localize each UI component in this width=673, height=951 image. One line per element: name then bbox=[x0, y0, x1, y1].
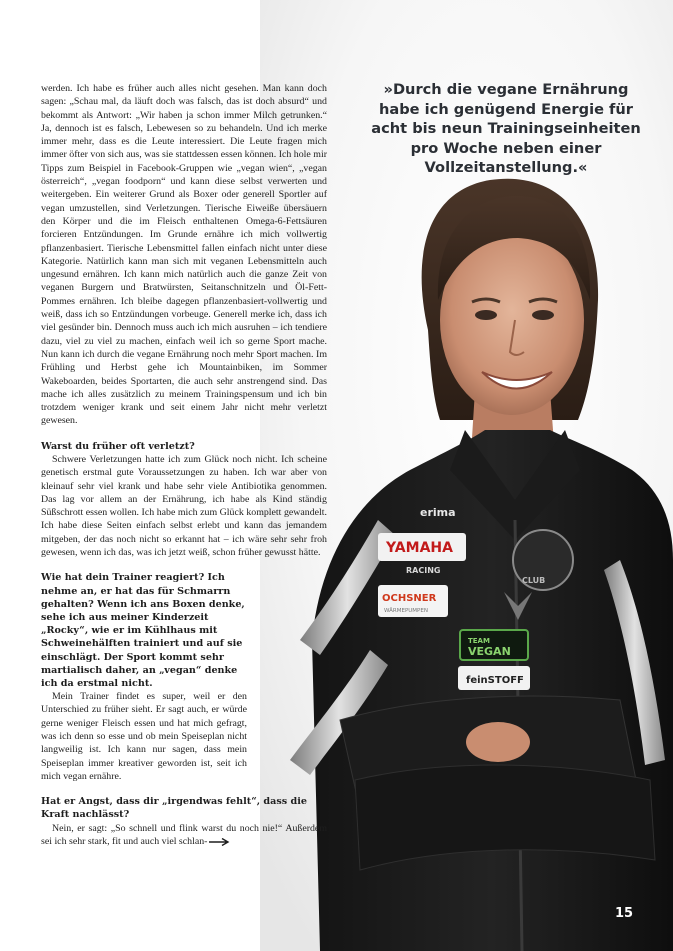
interview-answer-3-text: Nein, er sagt: „So schnell und flink warst du noch nie!“ Außerdem sei ich sehr stark, fit und auch viel schlan- bbox=[41, 822, 327, 847]
ochsner-logo: OCHSNER bbox=[382, 593, 437, 604]
continue-arrow-icon bbox=[209, 838, 231, 846]
yamaha-logo: YAMAHA bbox=[386, 540, 453, 556]
erima-logo: erima bbox=[420, 506, 456, 519]
svg-text:TEAM: TEAM bbox=[468, 637, 490, 645]
interview-answer-2: Mein Trainer findet es super, weil er den Unterschied zu früher sieht. Er sagt auch, er würde gerne weniger Fleisch essen und hat mich gefragt, was ich denn so esse und ob mein Speiseplan nicht langweilig ist. Ich kann nur sagen, dass mein Speiseplan immer kreativer geworden ist, seit ich mich vegan ernähre. bbox=[41, 691, 247, 782]
article-text-column bbox=[41, 82, 327, 848]
interview-question-3: Hat er Angst, dass dir „irgendwas fehlt“, dass die Kraft nachlässt? bbox=[41, 796, 307, 821]
page-number: 15 bbox=[615, 906, 634, 921]
waermepumpen-logo: WÄRMEPUMPEN bbox=[384, 608, 428, 614]
pull-quote: »Durch die vegane Ernährung habe ich genügend Energie für acht bis neun Trainingseinheiten pro Woche neben einer Vollzeitanstellung.« bbox=[371, 81, 641, 176]
svg-text:feinSTOFF: feinSTOFF bbox=[466, 675, 524, 686]
svg-text:VEGAN: VEGAN bbox=[468, 645, 511, 658]
racing-logo: RACING bbox=[406, 566, 441, 575]
interview-question-2: Wie hat dein Trainer reagiert? Ich nehme an, er hat das für Schmarrn gehalten? Wenn ich ans Boxen denke, sehe ich aus meiner Kinderzeit „Rocky“, wie er im Kühlhaus mit Schweinehälften trainiert und auf sie einschlägt. Der Sport kommt sehr martialisch daher, an „vegan“ denke ich da erstmal nicht. bbox=[41, 572, 245, 689]
interview-answer-1: Schwere Verletzungen hatte ich zum Glück noch nicht. Ich scheine genetisch erstmal gute Voraussetzungen zu haben. Ich war aber von kleinauf sehr viel krank und habe sehr viele Antibiotika genommen. Das lag vor allem an der Ernährung, ich habe als Kind ständig Süßschrott essen wollen. Ich habe mich zum Glück komplett gewandelt. Ich habe diese Seiten einfach selbst erlebt und kann das jemandem mitgeben, der das noch nicht so erkannt hat – ich wäre sehr sehr froh gewesen, wenn ich das, was ich jetzt weiß, schon früher gewusst hätte. bbox=[41, 453, 327, 558]
interview-answer-3 bbox=[41, 822, 327, 849]
body-paragraph-continued: werden. Ich habe es früher auch alles nicht gesehen. Man kann doch sagen: „Schau mal, da läuft doch was falsch, das ist doch absurd“ und bekommt als Antwort: „Wir haben ja schon immer Milch getrunken.“ Ja, dennoch ist es falsch, Lebewesen so zu behandeln. Und ich merke immer mehr, dass es die Leute interessiert. Die Leute fragen mich immer öfter von sich aus, was sie stattdessen essen können. Ich hole mir Tipps zum Beispiel in Facebook-Gruppen wie „vegan wien“, „vegan österreich“, „vegan foodporn“ und kann diese selbst verwerten und weitergeben. Ein weiterer Grund als Boxer oder generell Sportler auf vegan umzustellen, sind Verletzungen. Tierische Eiweiße übersäuern den Körper und die im Fleisch enthaltenen Omega-6-Fettsäuren forcieren Entzündungen. Im Grunde ernähre ich mich vollwertig pflanzenbasiert. Tierische Lebensmittel fallen einfach nicht unter diese Kategorie. Natürlich kann man sich mit veganen Lebensmitteln auch ungesund ernähren. Ich kann mich natürlich auch die ganze Zeit von veganen Burgern und Bratwürsten, Seitanschnitzeln und Öl-Fett-Pommes ernähren. Ich bleibe dagegen pflanzenbasiert-vollwertig und weiß, dass ich so Entzündungen vorbeuge. Generell merke ich, dass ich viel gesünder bin. Dennoch muss auch ich mich ausruhen – ich tendiere dazu, viel zu viel zu machen, einfach weil ich so gerne Sport mache. Nun kann ich durch die vegane Ernährung noch mehr Sport machen. Im Frühling und Herbst gehe ich Mountainbiken, im Sommer Wakeboarden, beides Sportarten, die auch sehr anstrengend sind. Das mache ich alles zusätzlich zu meinem Trainingspensum und ich bin trotzdem weniger krank und seit einem Jahr nicht mehr verletzt gewesen. bbox=[41, 83, 327, 427]
svg-text:CLUB: CLUB bbox=[522, 576, 546, 585]
interview-question-1: Warst du früher oft verletzt? bbox=[41, 440, 195, 452]
